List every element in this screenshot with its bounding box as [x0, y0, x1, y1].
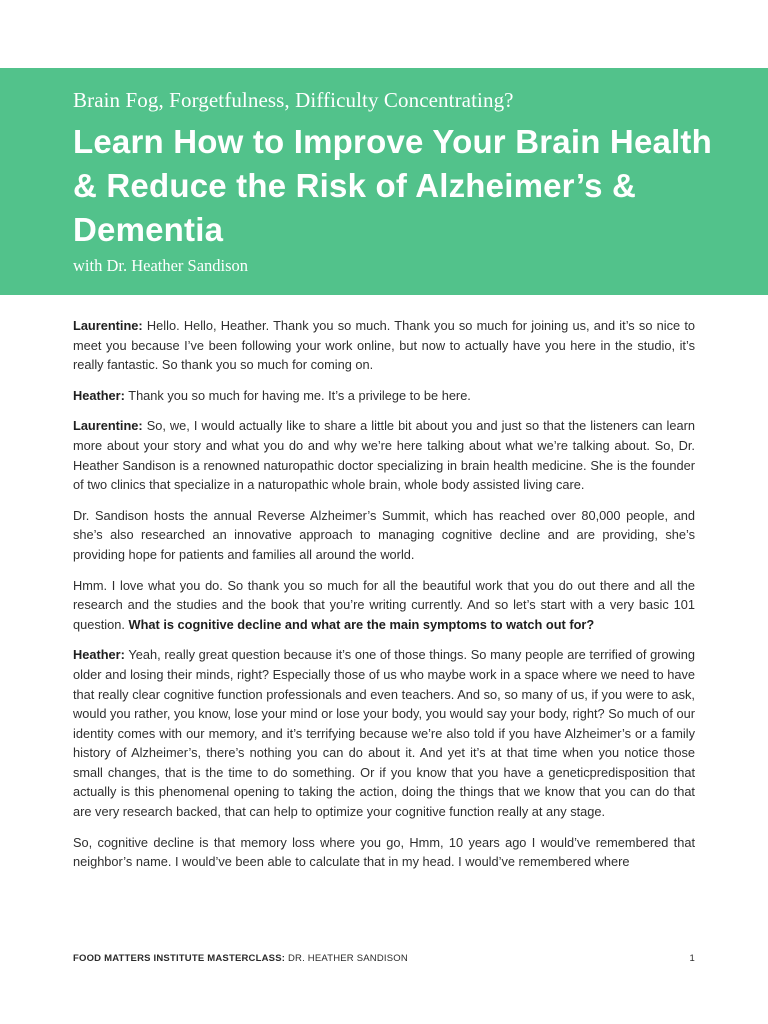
banner-kicker: Brain Fog, Forgetfulness, Difficulty Concentrating?: [73, 88, 514, 112]
title-banner: [0, 68, 768, 295]
banner-byline: with Dr. Heather Sandison: [73, 256, 249, 275]
speaker-label: Heather:: [73, 647, 125, 663]
transcript-paragraph: [73, 416, 695, 494]
paragraph-text: So, cognitive decline is that memory loss where you go, Hmm, 10 years ago I would’ve remembered that neighbor’s name. I would’ve been able to calculate that in my head. I would’ve remembered where: [73, 834, 695, 870]
paragraph-text: Thank you so much for having me. It’s a privilege to be here.: [128, 387, 471, 403]
paragraph-text: Hmm. I love what you do. So thank you so much for all the beautiful work that you do out there and all the research and the studies and the book that you’re writing currently. And so let’s start with a very basic 101 question.: [73, 577, 695, 632]
highlighted-question: What is cognitive decline and what are the main symptoms to watch out for?: [128, 616, 595, 632]
transcript-paragraph: [73, 833, 695, 872]
speaker-label: Heather:: [73, 387, 125, 403]
footer-brand: FOOD MATTERS INSTITUTE MASTERCLASS:: [73, 953, 286, 964]
paragraph-text: Hello. Hello, Heather. Thank you so much. Thank you so much for joining us, and it’s so nice to meet you because I’ve been following your work online, but now to actually have you here in the studio, it’s really fantastic. So thank you so much for coming on.: [73, 318, 695, 373]
paragraph-text: So, we, I would actually like to share a little bit about you and just so that the listeners can learn more about your story and what you do and why we’re here talking about what we’re talking about. So, Dr. Heather Sandison is a renowned naturopathic doctor specializing in brain health medicine. She is the founder of two clinics that specialize in a naturopathic whole brain, whole body assisted living care.: [73, 418, 695, 493]
transcript-paragraph: [73, 576, 695, 635]
transcript-paragraph: [73, 645, 695, 821]
footer-speaker: DR. HEATHER SANDISON: [285, 953, 408, 964]
speaker-label: Laurentine:: [73, 418, 143, 434]
speaker-label: Laurentine:: [73, 318, 143, 333]
page-number: 1: [689, 953, 695, 964]
page-title: Learn How to Improve Your Brain Health & Reduce the Risk of Alzheimer’s & Dementia: [73, 123, 712, 248]
paragraph-text: Yeah, really great question because it’s one of those things. So many people are terrified of growing older and losing their minds, right? Especially those of us who maybe work in a space where we need to have that really clear cognitive function professionals and even teachers. And so, so many of us, if you were to ask, would you rather, you know, lose your mind or lose your body, you would say your body, right? So much of our identity comes with our memory, and it’s terrifying because we’re also told if you have Alzheimer’s or a family history of Alzheimer’s, there’s nothing you can do about it. And yet it’s at that time when you notice those small changes, that is the time to do something. Or if you know that you have a geneticpredisposition that actually is this phenomenal opening to taking the action, doing the things that we know that you can do that are very research backed, that can help to optimize your cognitive function really at any stage.: [73, 647, 695, 820]
paragraph-text: Dr. Sandison hosts the annual Reverse Alzheimer’s Summit, which has reached over 80,000 people, and she’s also researched an innovative approach to managing cognitive decline and are providing, she’s providing hope for patients and families all around the world.: [73, 507, 695, 562]
transcript-body: [73, 316, 695, 883]
transcript-paragraph: [73, 506, 695, 565]
transcript-paragraph: [73, 316, 695, 375]
page-footer: [73, 953, 695, 967]
transcript-paragraph: [73, 386, 695, 406]
